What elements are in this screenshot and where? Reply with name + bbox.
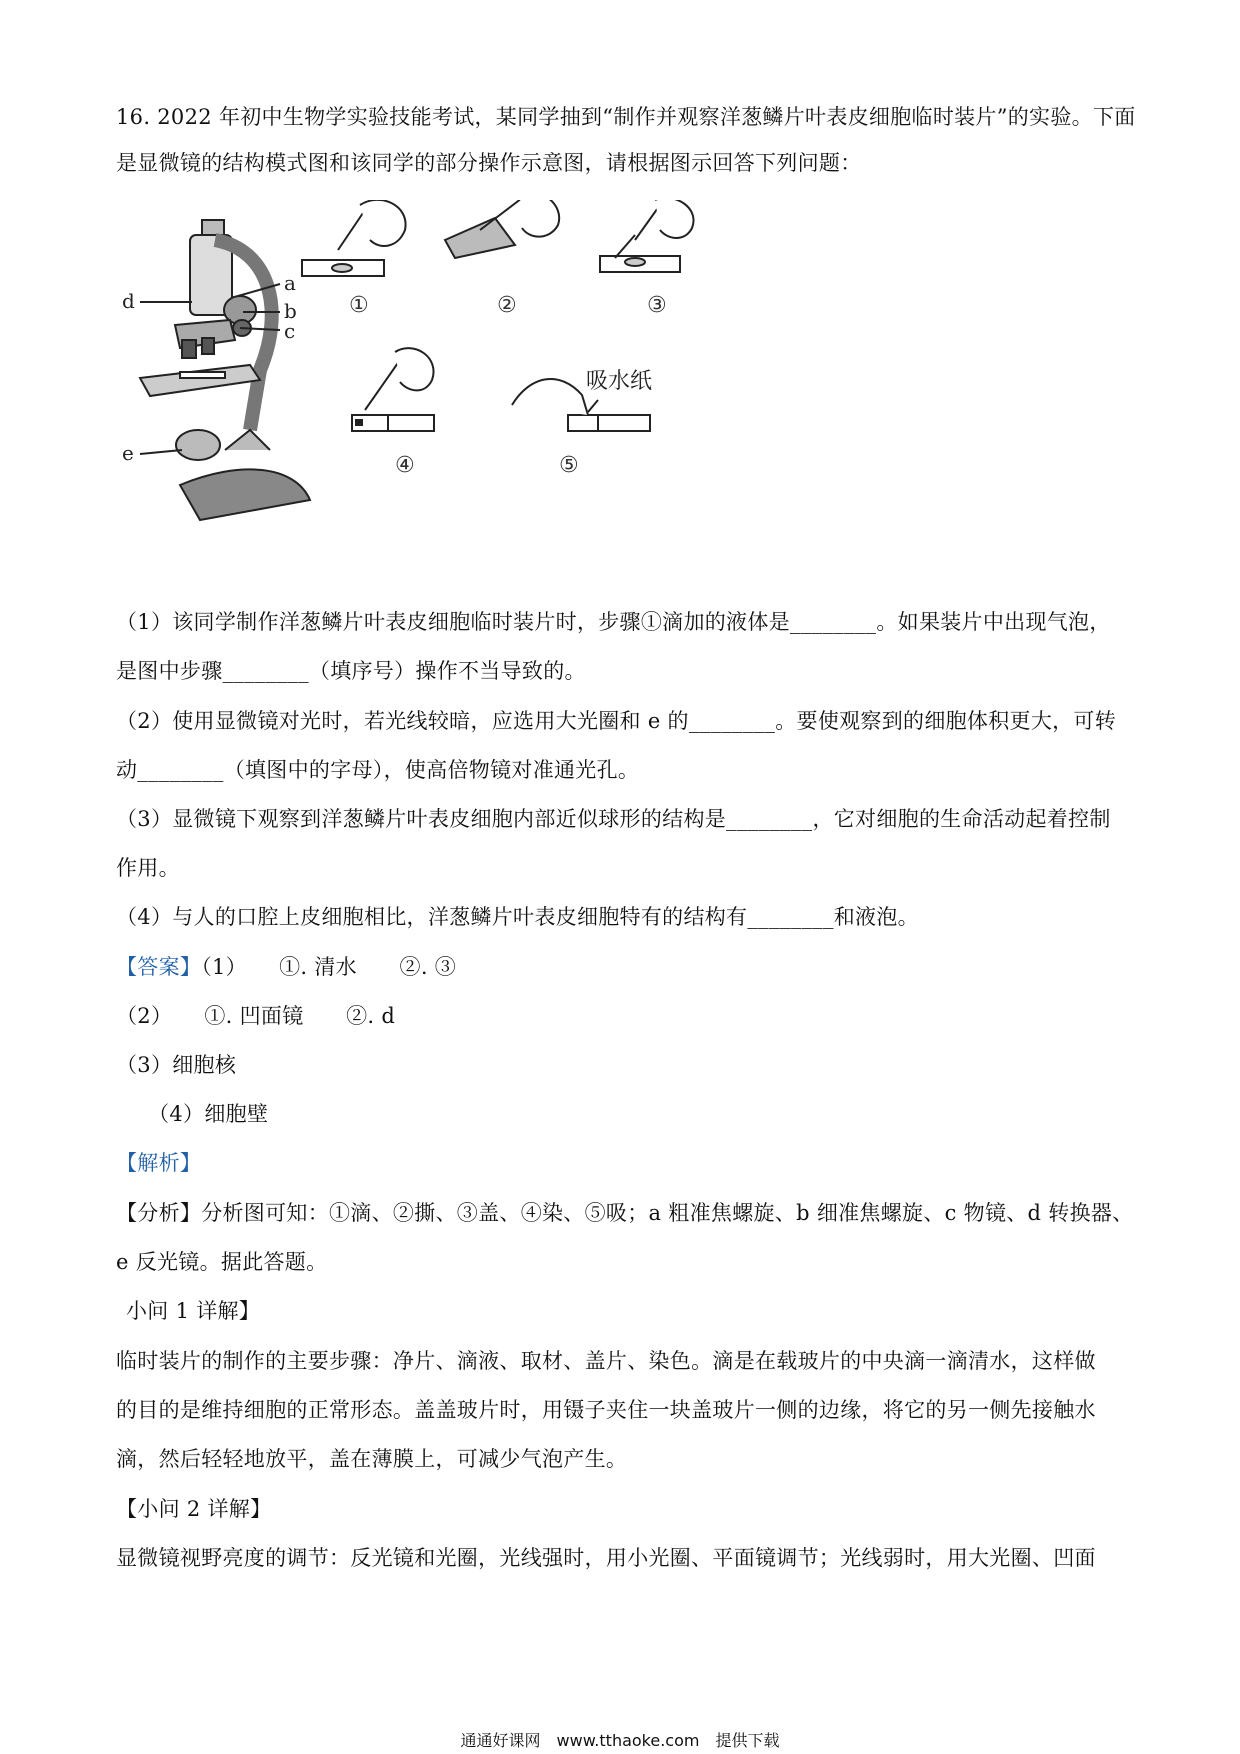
page-footer: 通通好课网 www.tthaoke.com 提供下载 [460,1731,780,1750]
step-4-illustration [352,348,434,431]
answer-4: （4）细胞壁 [116,1102,269,1126]
question-line-1: 16. 2022 年初中生物学实验技能考试，某同学抽到“制作并观察洋葱鳞片叶表皮细胞临时装片”的实验。下面 [116,105,1136,129]
blotting-paper-label: 吸水纸 [586,369,653,394]
label-e: e [122,441,134,465]
analysis-fenxi-tag: 【分析】 [116,1201,202,1225]
answer-2: （2） ①. 凹面镜 ②. d [116,1004,396,1028]
answer-tag: 【答案】 [116,955,202,979]
label-d: d [122,289,135,313]
step-label-5: ⑤ [559,453,579,478]
step-3-illustration [600,200,694,272]
microscope-illustration [140,220,310,520]
label-b: b [284,299,297,323]
answer-line-1 [116,952,456,982]
label-c: c [284,319,296,343]
step-1-illustration [302,200,406,276]
step-label-3: ③ [647,293,667,318]
part-3-line-1: （3）显微镜下观察到洋葱鳞片叶表皮细胞内部近似球形的结构是________，它对细胞的生命活动起着控制 [116,807,1111,831]
figure [120,200,820,570]
step-2-illustration [445,200,559,258]
label-a: a [284,271,296,295]
q1-detail-line-3: 滴，然后轻轻地放平，盖在薄膜上，可减少气泡产生。 [116,1447,628,1471]
analysis-line-2: e 反光镜。据此答题。 [116,1250,328,1274]
step-label-4: ④ [395,453,415,478]
figure-svg [120,200,820,570]
q1-detail-title: 小问 1 详解】 [126,1299,261,1323]
q1-detail-line-2: 的目的是维持细胞的正常形态。盖盖玻片时，用镊子夹住一块盖玻片一侧的边缘，将它的另一侧先接触水 [116,1398,1096,1422]
analysis-line-1 [116,1198,1133,1228]
part-1-line-2: 是图中步骤________（填序号）操作不当导致的。 [116,659,586,683]
part-2-line-2: 动________（填图中的字母），使高倍物镜对准通光孔。 [116,758,640,782]
step-label-1: ① [349,293,369,318]
q2-detail-line-1: 显微镜视野亮度的调节：反光镜和光圈，光线强时，用小光圈、平面镜调节；光线弱时，用大光圈、凹面 [116,1546,1096,1570]
analysis-fenxi-text: 分析图可知：①滴、②撕、③盖、④染、⑤吸；a 粗准焦螺旋、b 细准焦螺旋、c 物镜、d 转换器、 [201,1201,1134,1225]
step-label-2: ② [497,293,517,318]
analysis-tag: 【解析】 [116,1151,202,1175]
answer-1: （1） ①. 清水 ②. ③ [201,955,457,979]
question-line-2: 是显微镜的结构模式图和该同学的部分操作示意图，请根据图示回答下列问题： [116,151,862,175]
part-3-line-2: 作用。 [116,856,180,880]
answer-3: （3）细胞核 [116,1053,237,1077]
part-4-line: （4）与人的口腔上皮细胞相比，洋葱鳞片叶表皮细胞特有的结构有________和液泡。 [116,905,919,929]
part-1-line-1: （1）该同学制作洋葱鳞片叶表皮细胞临时装片时，步骤①滴加的液体是________。如果装片中出现气泡， [116,610,1111,634]
part-2-line-1: （2）使用显微镜对光时，若光线较暗，应选用大光圈和 e 的________。要使观察到的细胞体积更大，可转 [116,709,1117,733]
q1-detail-line-1: 临时装片的制作的主要步骤：净片、滴液、取材、盖片、染色。滴是在载玻片的中央滴一滴清水，这样做 [116,1349,1096,1373]
q2-detail-title: 【小问 2 详解】 [116,1497,272,1521]
